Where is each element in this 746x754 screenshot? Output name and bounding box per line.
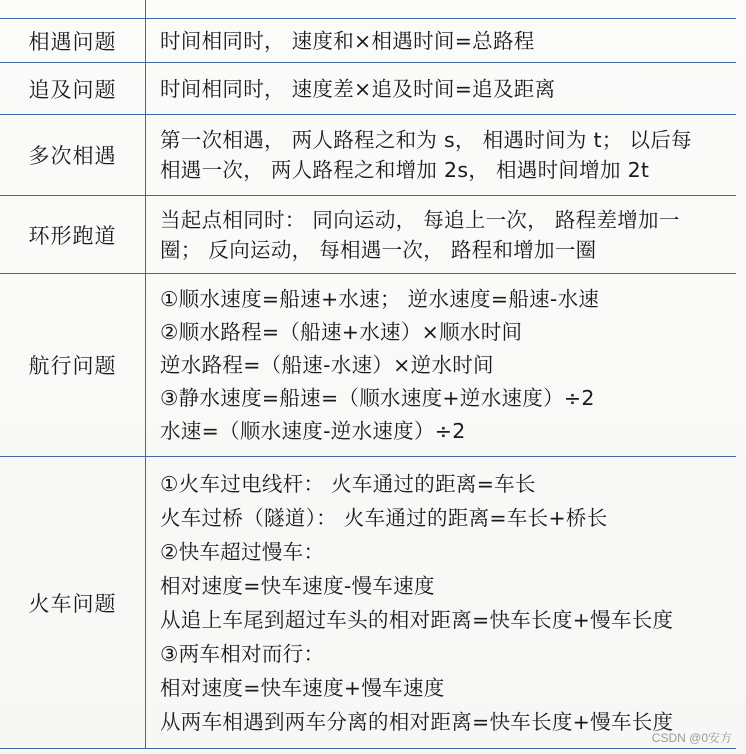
table-top-cap <box>0 0 736 19</box>
table-row <box>0 457 736 749</box>
description-line: 圈； 反向运动， 每相遇一次， 路程和增加一圈 <box>160 237 597 262</box>
description-line: 火车过桥（隧道）： 火车通过的距离=车长+桥长 <box>160 505 608 530</box>
category-cell: 环形跑道 <box>0 196 146 274</box>
watermark: CSDN @0安方 <box>651 731 732 745</box>
category-cell: 火车问题 <box>0 457 146 749</box>
description-line: 第一次相遇， 两人路程之和为 s， 相遇时间为 t； 以后每 <box>160 128 692 152</box>
description-line: 逆水路程=（船速-水速）×逆水时间 <box>160 352 494 377</box>
description-line: 相对速度=快车速度+慢车速度 <box>160 675 445 700</box>
description-cell <box>146 274 737 457</box>
description-line: 时间相同时， 速度差×追及时间=追及距离 <box>160 76 556 101</box>
description-line: ①顺水速度=船速+水速； 逆水速度=船速-水速 <box>160 286 600 311</box>
description-line: 从追上车尾到超过车头的相对距离=快车长度+慢车长度 <box>160 607 674 632</box>
description-line: 当起点相同时： 同向运动， 每追上一次， 路程差增加一 <box>160 207 680 232</box>
table-row <box>0 274 736 457</box>
description-line: 从两车相遇到两车分离的相对距离=快车长度+慢车长度 <box>160 709 674 734</box>
table-row <box>0 196 736 274</box>
description-line: 相遇一次， 两人路程之和增加 2s， 相遇时间增加 2t <box>160 158 650 182</box>
description-line: ②快车超过慢车： <box>160 539 325 564</box>
description-cell <box>146 115 737 196</box>
description-cell <box>146 196 737 274</box>
category-cell: 航行问题 <box>0 274 146 457</box>
description-line: ③静水速度=船速=（顺水速度+逆水速度）÷2 <box>160 385 595 410</box>
category-cell: 多次相遇 <box>0 115 146 196</box>
description-line: 时间相同时， 速度和×相遇时间=总路程 <box>160 28 535 53</box>
table-row <box>0 63 736 115</box>
category-cell: 相遇问题 <box>0 19 146 63</box>
description-cell <box>146 63 737 115</box>
description-line: 水速=（顺水速度-逆水速度）÷2 <box>160 418 466 443</box>
description-cell <box>146 457 737 749</box>
category-cell: 追及问题 <box>0 63 146 115</box>
description-line: ①火车过电线杆： 火车通过的距离=车长 <box>160 471 536 496</box>
description-line: 相对速度=快车速度-慢车速度 <box>160 573 435 598</box>
description-line: ③两车相对而行： <box>160 641 325 666</box>
table-row <box>0 115 736 196</box>
description-cell <box>146 19 737 63</box>
description-line: ②顺水路程=（船速+水速）×顺水时间 <box>160 319 523 344</box>
table-row <box>0 19 736 63</box>
